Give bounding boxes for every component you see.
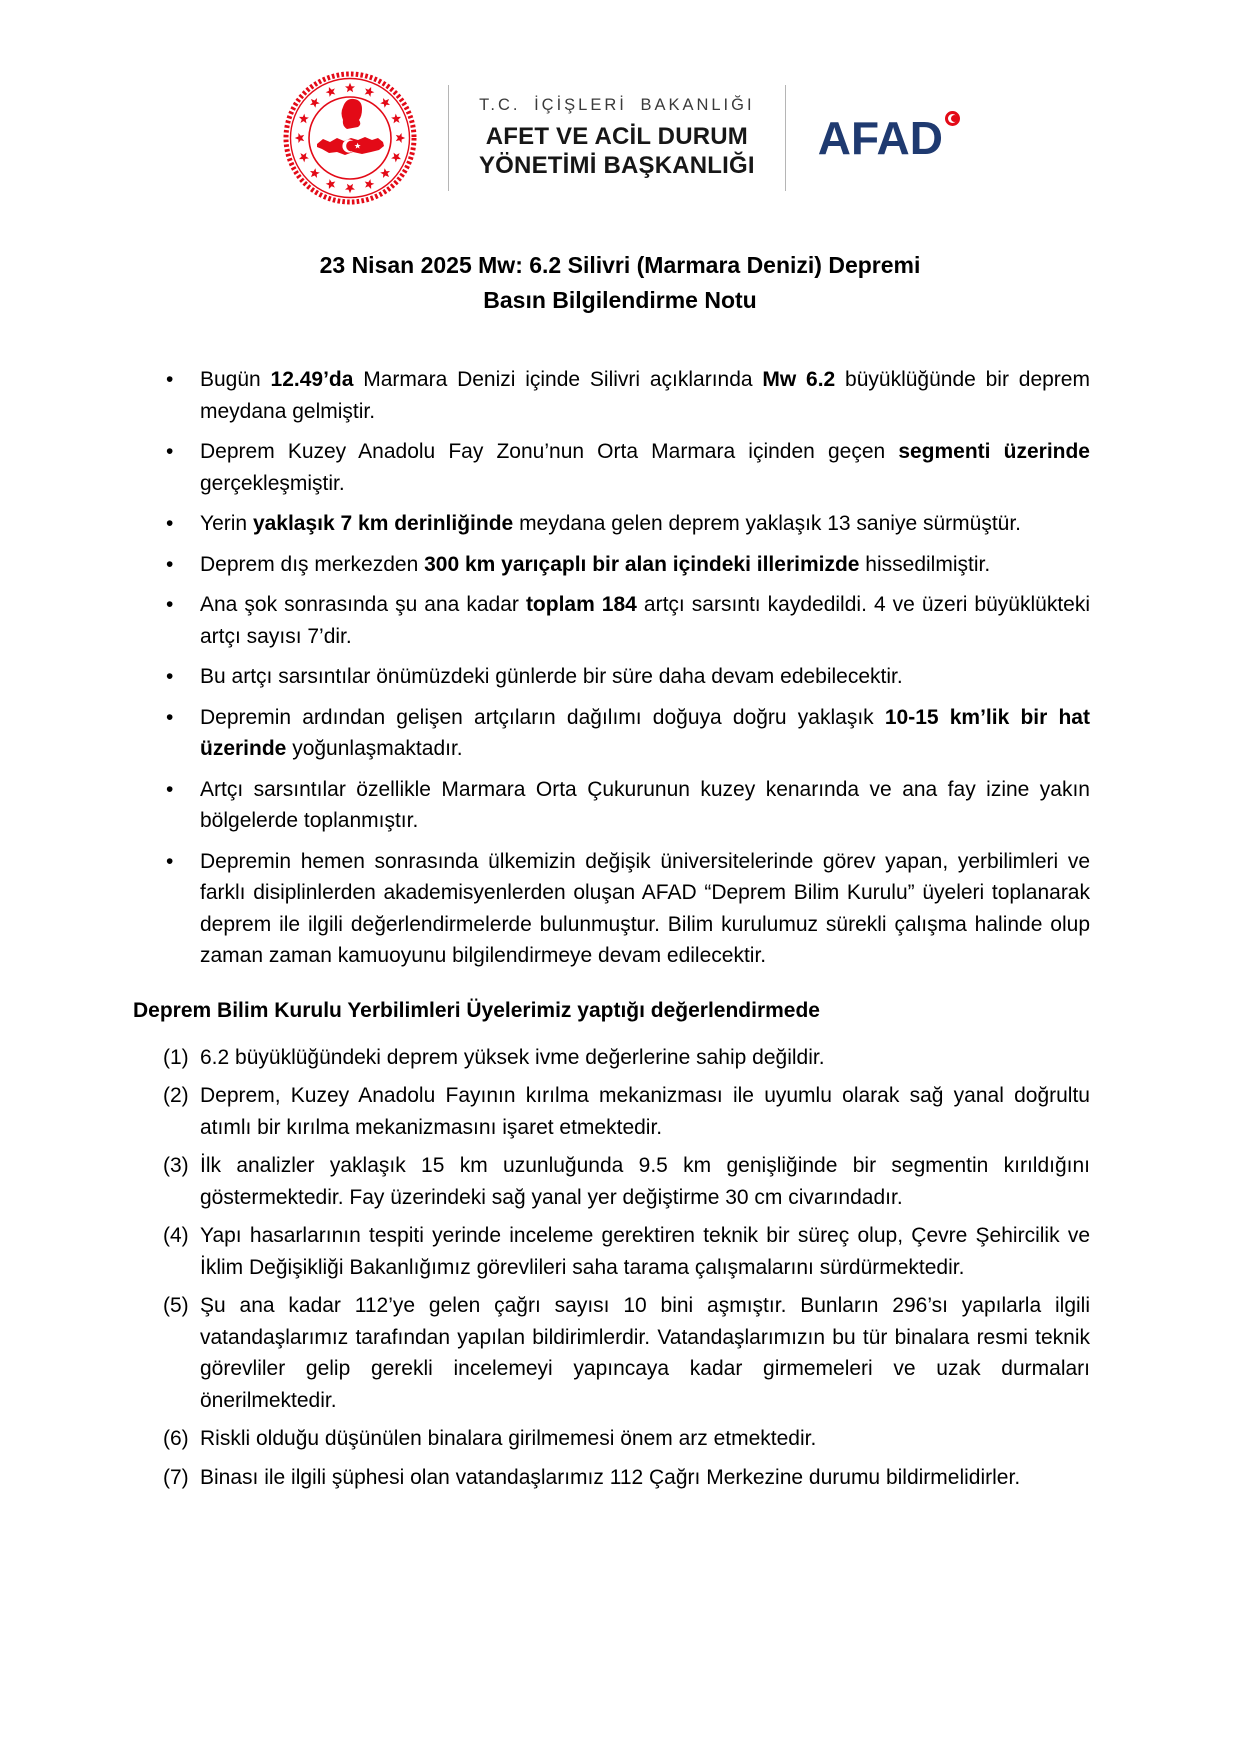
bullet-item: • Deprem Kuzey Anadolu Fay Zonu’nun Orta Marmara içinden geçen segmenti üzerinde gerçekleşmiştir.	[133, 436, 1090, 499]
numbered-item	[133, 1290, 1090, 1416]
ministry-line3: YÖNETİMİ BAŞKANLIĞI	[478, 152, 755, 179]
bullet-item: • Depremin ardından gelişen artçıların dağılımı doğuya doğru yaklaşık 10-15 km’lik bir hat üzerinde yoğunlaşmaktadır.	[133, 702, 1090, 765]
title-line1: 23 Nisan 2025 Mw: 6.2 Silivri (Marmara Denizi) Depremi	[319, 252, 921, 278]
tc-interior-ministry-seal-icon	[280, 68, 420, 208]
afad-crescent-dot-icon	[945, 111, 960, 126]
ministry-line1: T.C. İÇİŞLERİ BAKANLIĞI	[479, 96, 755, 114]
numbered-item-text: 6.2 büyüklüğündeki deprem yüksek ivme değerlerine sahip değildir.	[200, 1045, 825, 1069]
numbered-item	[133, 1080, 1090, 1143]
ministry-name-block	[479, 96, 755, 180]
bullet-item: • Bugün 12.49’da Marmara Denizi içinde Silivri açıklarında Mw 6.2 büyüklüğünde bir deprem meydana gelmiştir.	[133, 364, 1090, 427]
bullet-item: • Bu artçı sarsıntılar önümüzdeki günlerde bir süre daha devam edebilecektir.	[133, 661, 1090, 693]
header-divider-left	[448, 85, 449, 191]
bullet-item: • Artçı sarsıntılar özellikle Marmara Orta Çukurunun kuzey kenarında ve ana fay izine yakın bölgelerde toplanmıştır.	[133, 774, 1090, 837]
bullet-item: • Deprem dış merkezden 300 km yarıçaplı bir alan içindeki illerimizde hissedilmiştir.	[133, 549, 1090, 581]
title-line2: Basın Bilgilendirme Notu	[483, 287, 757, 313]
numbered-item-text: İlk analizler yaklaşık 15 km uzunluğunda 9.5 km genişliğinde bir segmentin kırıldığını göstermektedir. Fay üzerindeki sağ yanal yer değiştirme 30 cm civarındadır.	[200, 1154, 1090, 1209]
numbered-item-marker: (4)	[163, 1224, 189, 1247]
numbered-item-text: Binası ile ilgili şüphesi olan vatandaşlarımız 112 Çağrı Merkezine durumu bildirmelidirler.	[200, 1465, 1021, 1489]
numbered-item	[133, 1462, 1090, 1494]
numbered-item-marker: (1)	[163, 1045, 189, 1069]
numbered-item-marker: (5)	[163, 1294, 189, 1317]
numbered-item	[133, 1150, 1090, 1213]
numbered-item-text: Deprem, Kuzey Anadolu Fayının kırılma mekanizması ile uyumlu olarak sağ yanal doğrultu atımlı bir kırılma mekanizmasını işaret etmektedir.	[200, 1084, 1090, 1139]
bullet-item: • Yerin yaklaşık 7 km derinliğinde meydana gelen deprem yaklaşık 13 saniye sürmüştür.	[133, 508, 1090, 540]
numbered-item-marker: (6)	[163, 1427, 189, 1450]
document-body	[133, 364, 1090, 1493]
afad-logo-text: AFAD	[817, 112, 944, 164]
bullet-item: • Ana şok sonrasında şu ana kadar toplam 184 artçı sarsıntı kaydedildi. 4 ve üzeri büyüklükteki artçı sayısı 7’dir.	[133, 589, 1090, 652]
numbered-item-marker: (7)	[163, 1465, 189, 1489]
afad-logo	[817, 112, 960, 164]
numbered-item	[133, 1220, 1090, 1283]
header-divider-right	[785, 85, 786, 191]
numbered-item-marker: (3)	[163, 1154, 189, 1177]
numbered-item-text: Riskli olduğu düşünülen binalara girilmemesi önem arz etmektedir.	[200, 1427, 817, 1450]
bullet-item: • Depremin hemen sonrasında ülkemizin değişik üniversitelerinde görev yapan, yerbilimleri ve farklı disiplinlerden akademisyenlerden oluşan AFAD “Deprem Bilim Kurulu” üyeleri toplanarak deprem ile ilgili değerlendirmelerde bulunmuştur. Bilim kurulumuz sürekli çalışma halinde olup zaman zaman kamuoyunu bilgilendirmeye devam edilecektir.	[133, 846, 1090, 972]
numbered-item-text: Yapı hasarlarının tespiti yerinde inceleme gerektiren teknik bir süreç olup, Çevre Şehircilik ve İklim Değişikliği Bakanlığımız görevlileri saha tarama çalışmalarını sürdürmektedir.	[200, 1224, 1090, 1279]
document-title	[0, 248, 1240, 318]
section-heading: Deprem Bilim Kurulu Yerbilimleri Üyelerimiz yaptığı değerlendirmede	[133, 998, 820, 1022]
document-header	[0, 68, 1240, 208]
numbered-item	[133, 1042, 1090, 1074]
numbered-item-marker: (2)	[163, 1084, 189, 1107]
ministry-line2: AFET VE ACİL DURUM	[485, 123, 749, 150]
numbered-item-text: Şu ana kadar 112’ye gelen çağrı sayısı 10 bini aşmıştır. Bunların 296’sı yapılarla ilgili vatandaşlarımız tarafından yapılan bildirimlerdir. Vatandaşlarımızın bu tür binalara resmi teknik görevliler gelip gerekli incelemeyi yapıncaya kadar girmemeleri ve uzak durmaları önerilmektedir.	[200, 1294, 1090, 1412]
bullet-list	[133, 364, 1090, 972]
numbered-list	[133, 1042, 1090, 1494]
numbered-item	[133, 1423, 1090, 1455]
